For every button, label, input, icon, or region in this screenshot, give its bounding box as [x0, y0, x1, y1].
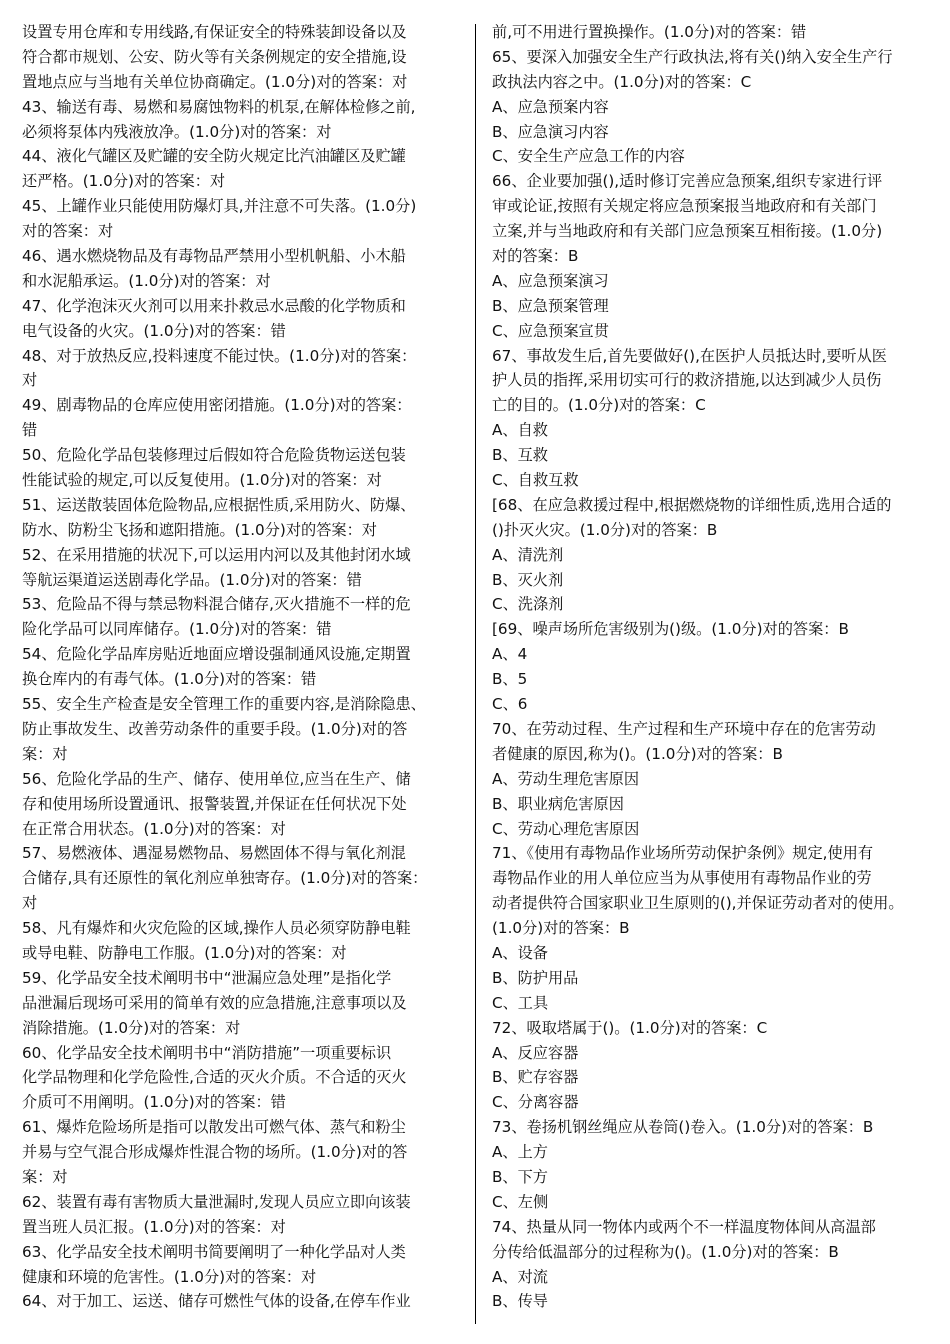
text-line: 50、危险化学品包装修理过后假如符合危险货物运送包装: [22, 446, 406, 465]
text-line: C、自救互救: [492, 471, 579, 490]
text-line: 56、危险化学品的生产、储存、使用单位,应当在生产、储: [22, 769, 411, 788]
text-line: 47、化学泡沫灭火剂可以用来扑救忌水忌酸的化学物质和: [22, 296, 406, 315]
text-line: 审或论证,按照有关规定将应急预案报当地政府和有关部门: [492, 197, 877, 216]
text-line: 并易与空气混合形成爆炸性混合物的场所。(1.0分)对的答: [22, 1143, 408, 1162]
text-line: 57、易燃液体、遇湿易燃物品、易燃固体不得与氧化剂混: [22, 844, 406, 863]
text-line: 65、要深入加强安全生产行政执法,将有关()纳入安全生产行: [492, 47, 893, 66]
text-line: 防止事故发生、改善劳动条件的重要手段。(1.0分)对的答: [22, 719, 408, 738]
text-line: 立案,并与当地政府和有关部门应急预案互相衔接。(1.0分): [492, 222, 883, 241]
text-line: 置当班人员汇报。(1.0分)对的答案：对: [22, 1217, 286, 1236]
text-line: C、6: [492, 695, 528, 714]
text-line: C、劳动心理危害原因: [492, 819, 640, 838]
text-line: 对: [22, 894, 38, 913]
text-line: 对的答案：对: [22, 222, 114, 241]
text-line: A、应急预案内容: [492, 97, 609, 116]
text-line: 合储存,具有还原性的氧化剂应单独寄存。(1.0分)对的答案：: [22, 869, 428, 888]
text-line: 案：对: [22, 1167, 68, 1186]
text-line: [68、在应急救援过程中,根据燃烧物的详细性质,选用合适的: [492, 495, 892, 514]
text-line: 59、化学品安全技术阐明书中“泄漏应急处理”是指化学: [22, 968, 392, 987]
text-line: 45、上罐作业只能使用防爆灯具,并注意不可失落。(1.0分): [22, 197, 417, 216]
text-line: 或导电鞋、防静电工作服。(1.0分)对的答案：对: [22, 943, 347, 962]
text-line: 和水泥船承运。(1.0分)对的答案：对: [22, 271, 271, 290]
text-line: 分传给低温部分的过程称为()。(1.0分)对的答案：B: [492, 1242, 839, 1261]
text-line: 66、企业要加强(),适时修订完善应急预案,组织专家进行评: [492, 172, 883, 191]
text-line: 亡的目的。(1.0分)对的答案：C: [492, 396, 706, 415]
text-line: 对: [22, 371, 38, 390]
text-line: 63、化学品安全技术阐明书简要阐明了一种化学品对人类: [22, 1242, 406, 1261]
text-line: 动者提供符合国家职业卫生原则的(),并保证劳动者对的使用。: [492, 894, 904, 913]
text-line: A、上方: [492, 1143, 548, 1162]
left-text-column: [22, 20, 468, 1314]
text-line: 等航运渠道运送剧毒化学品。(1.0分)对的答案：错: [22, 570, 362, 589]
text-line: 73、卷扬机钢丝绳应从卷筒()卷入。(1.0分)对的答案：B: [492, 1118, 874, 1137]
text-line: 70、在劳动过程、生产过程和生产环境中存在的危害劳动: [492, 719, 876, 738]
text-line: 还严格。(1.0分)对的答案：对: [22, 172, 226, 191]
text-line: 介质可不用阐明。(1.0分)对的答案：错: [22, 1093, 286, 1112]
text-line: 58、凡有爆炸和火灾危险的区域,操作人员必须穿防静电鞋: [22, 919, 411, 938]
text-line: C、左侧: [492, 1192, 549, 1211]
text-line: 51、运送散装固体危险物品,应根据性质,采用防火、防爆、: [22, 495, 416, 514]
text-line: 换仓库内的有毒气体。(1.0分)对的答案：错: [22, 670, 317, 689]
text-line: 43、输送有毒、易燃和易腐蚀物料的机泵,在解体检修之前,: [22, 97, 416, 116]
text-line: A、设备: [492, 943, 548, 962]
text-line: A、应急预案演习: [492, 271, 609, 290]
text-line: 46、遇水燃烧物品及有毒物品严禁用小型机帆船、小木船: [22, 247, 406, 266]
text-line: 44、液化气罐区及贮罐的安全防火规定比汽油罐区及贮罐: [22, 147, 406, 166]
text-line: 52、在采用措施的状况下,可以运用内河以及其他封闭水域: [22, 545, 411, 564]
text-line: B、应急演习内容: [492, 122, 609, 141]
text-line: B、贮存容器: [492, 1068, 579, 1087]
text-line: ()扑灭火灾。(1.0分)对的答案：B: [492, 520, 718, 539]
text-line: 政执法内容之中。(1.0分)对的答案：C: [492, 72, 752, 91]
text-line: 67、事故发生后,首先要做好(),在医护人员抵达时,要听从医: [492, 346, 887, 365]
text-line: 60、化学品安全技术阐明书中“消防措施”一项重要标识: [22, 1043, 392, 1062]
text-line: C、分离容器: [492, 1093, 579, 1112]
text-line: 品泄漏后现场可采用的简单有效的应急措施,注意事项以及: [22, 993, 407, 1012]
text-line: 置地点应与当地有关单位协商确定。(1.0分)对的答案：对: [22, 72, 408, 91]
text-line: 55、安全生产检查是安全管理工作的重要内容,是消除隐患、: [22, 695, 426, 714]
text-line: 61、爆炸危险场所是指可以散发出可燃气体、蒸气和粉尘: [22, 1118, 406, 1137]
text-line: B、互救: [492, 446, 548, 465]
text-line: 49、剧毒物品的仓库应使用密闭措施。(1.0分)对的答案：: [22, 396, 412, 415]
text-line: 案：对: [22, 744, 68, 763]
text-line: 消除措施。(1.0分)对的答案：对: [22, 1018, 241, 1037]
text-line: A、清洗剂: [492, 545, 564, 564]
text-line: 性能试验的规定,可以反复使用。(1.0分)对的答案：对: [22, 471, 382, 490]
text-line: 54、危险化学品库房贴近地面应增设强制通风设施,定期置: [22, 645, 411, 664]
text-line: 错: [22, 421, 38, 440]
right-text-column: [492, 20, 932, 1314]
column-divider: [475, 24, 476, 1324]
text-line: 符合都市规划、公安、防火等有关条例规定的安全措施,设: [22, 47, 407, 66]
text-line: 化学品物理和化学危险性,合适的灭火介质。不合适的灭火: [22, 1068, 407, 1087]
text-line: 前,可不用进行置换操作。(1.0分)对的答案：错: [492, 23, 807, 41]
text-line: 对的答案：B: [492, 247, 579, 266]
text-line: (1.0分)对的答案：B: [492, 919, 630, 938]
text-line: 必须将泵体内残液放净。(1.0分)对的答案：对: [22, 122, 332, 141]
text-line: 72、吸取塔属于()。(1.0分)对的答案：C: [492, 1018, 768, 1037]
text-line: 53、危险品不得与禁忌物料混合储存,灭火措施不一样的危: [22, 595, 411, 614]
text-line: A、自救: [492, 421, 548, 440]
text-line: A、反应容器: [492, 1043, 579, 1062]
text-line: A、4: [492, 645, 528, 664]
text-line: B、职业病危害原因: [492, 794, 624, 813]
text-line: B、防护用品: [492, 968, 579, 987]
text-line: B、应急预案管理: [492, 296, 609, 315]
text-line: B、传导: [492, 1292, 548, 1311]
text-line: 险化学品可以同库储存。(1.0分)对的答案：错: [22, 620, 332, 639]
text-line: C、应急预案宣贯: [492, 321, 609, 340]
text-line: 62、装置有毒有害物质大量泄漏时,发现人员应立即向该装: [22, 1192, 411, 1211]
text-line: C、安全生产应急工作的内容: [492, 147, 685, 166]
text-line: 防水、防粉尘飞扬和遮阳措施。(1.0分)对的答案：对: [22, 520, 377, 539]
text-line: 存和使用场所设置通讯、报警装置,并保证在任何状况下处: [22, 794, 407, 813]
text-line: 健康和环境的危害性。(1.0分)对的答案：对: [22, 1267, 317, 1286]
text-line: 64、对于加工、运送、储存可燃性气体的设备,在停车作业: [22, 1292, 411, 1311]
text-line: 74、热量从同一物体内或两个不一样温度物体间从高温部: [492, 1217, 876, 1236]
text-line: C、工具: [492, 993, 549, 1012]
text-line: 设置专用仓库和专用线路,有保证安全的特殊装卸设备以及: [22, 23, 407, 41]
text-line: 48、对于放热反应,投料速度不能过快。(1.0分)对的答案：: [22, 346, 417, 365]
text-line: B、下方: [492, 1167, 548, 1186]
text-line: B、5: [492, 670, 528, 689]
text-line: 在正常合用状态。(1.0分)对的答案：对: [22, 819, 286, 838]
text-line: 71、《使用有毒物品作业场所劳动保护条例》规定,使用有: [492, 844, 874, 863]
text-line: 毒物品作业的用人单位应当为从事使用有毒物品作业的劳: [492, 869, 872, 888]
text-line: B、灭火剂: [492, 570, 564, 589]
text-line: C、洗涤剂: [492, 595, 564, 614]
text-line: [69、噪声场所危害级别为()级。(1.0分)对的答案：B: [492, 620, 849, 639]
text-line: 电气设备的火灾。(1.0分)对的答案：错: [22, 321, 286, 340]
text-line: 者健康的原因,称为()。(1.0分)对的答案：B: [492, 744, 783, 763]
text-line: A、劳动生理危害原因: [492, 769, 640, 788]
text-line: 护人员的指挥,采用切实可行的救济措施,以达到减少人员伤: [492, 371, 882, 390]
text-line: A、对流: [492, 1267, 548, 1286]
